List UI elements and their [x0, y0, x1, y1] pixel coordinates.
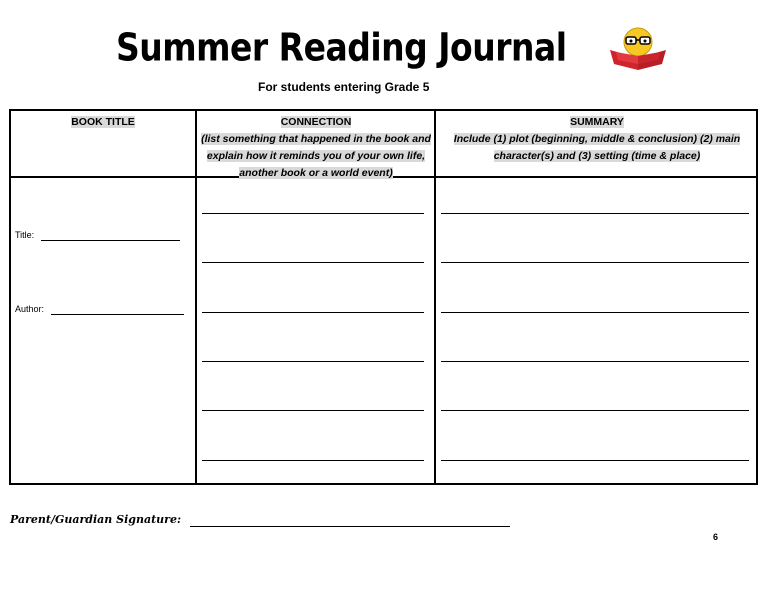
summary-instructions: Include (1) plot (beginning, middle & conclusion) (2) main character(s) and (3) setting (time & place) — [453, 133, 741, 162]
summary-writing-line[interactable] — [441, 460, 749, 461]
connection-heading: CONNECTION — [280, 116, 352, 128]
summary-writing-line[interactable] — [441, 213, 749, 214]
connection-instructions: (list something that happened in the book and explain how it reminds you of your own life, another book or a world event) — [201, 133, 431, 179]
connection-writing-line[interactable] — [202, 410, 424, 411]
connection-writing-line[interactable] — [202, 312, 424, 313]
author-label: Author: — [15, 304, 45, 314]
summary-writing-line[interactable] — [441, 262, 749, 263]
connection-writing-line[interactable] — [202, 361, 424, 362]
signature-label: Parent/Guardian Signature: — [10, 513, 182, 526]
summary-writing-line[interactable] — [441, 312, 749, 313]
connection-writing-line[interactable] — [202, 460, 424, 461]
summary-header — [437, 114, 757, 165]
journal-table — [9, 109, 758, 485]
signature-line[interactable] — [190, 526, 510, 527]
column-divider — [195, 111, 197, 483]
journal-title: Summer Reading Journal — [116, 25, 567, 70]
reading-emoji-icon — [606, 24, 670, 72]
summary-writing-line[interactable] — [441, 410, 749, 411]
title-input-line[interactable] — [41, 240, 180, 241]
title-label: Title: — [15, 230, 35, 240]
page-number: 6 — [713, 532, 719, 542]
author-input-line[interactable] — [51, 314, 184, 315]
book-title-heading: BOOK TITLE — [71, 116, 135, 128]
book-title-header — [11, 114, 195, 131]
connection-header — [198, 114, 434, 182]
connection-writing-line[interactable] — [202, 213, 424, 214]
summary-writing-line[interactable] — [441, 361, 749, 362]
summary-heading: SUMMARY — [570, 116, 624, 128]
connection-writing-line[interactable] — [202, 262, 424, 263]
grade-subtitle: For students entering Grade 5 — [258, 80, 430, 94]
column-divider — [434, 111, 436, 483]
